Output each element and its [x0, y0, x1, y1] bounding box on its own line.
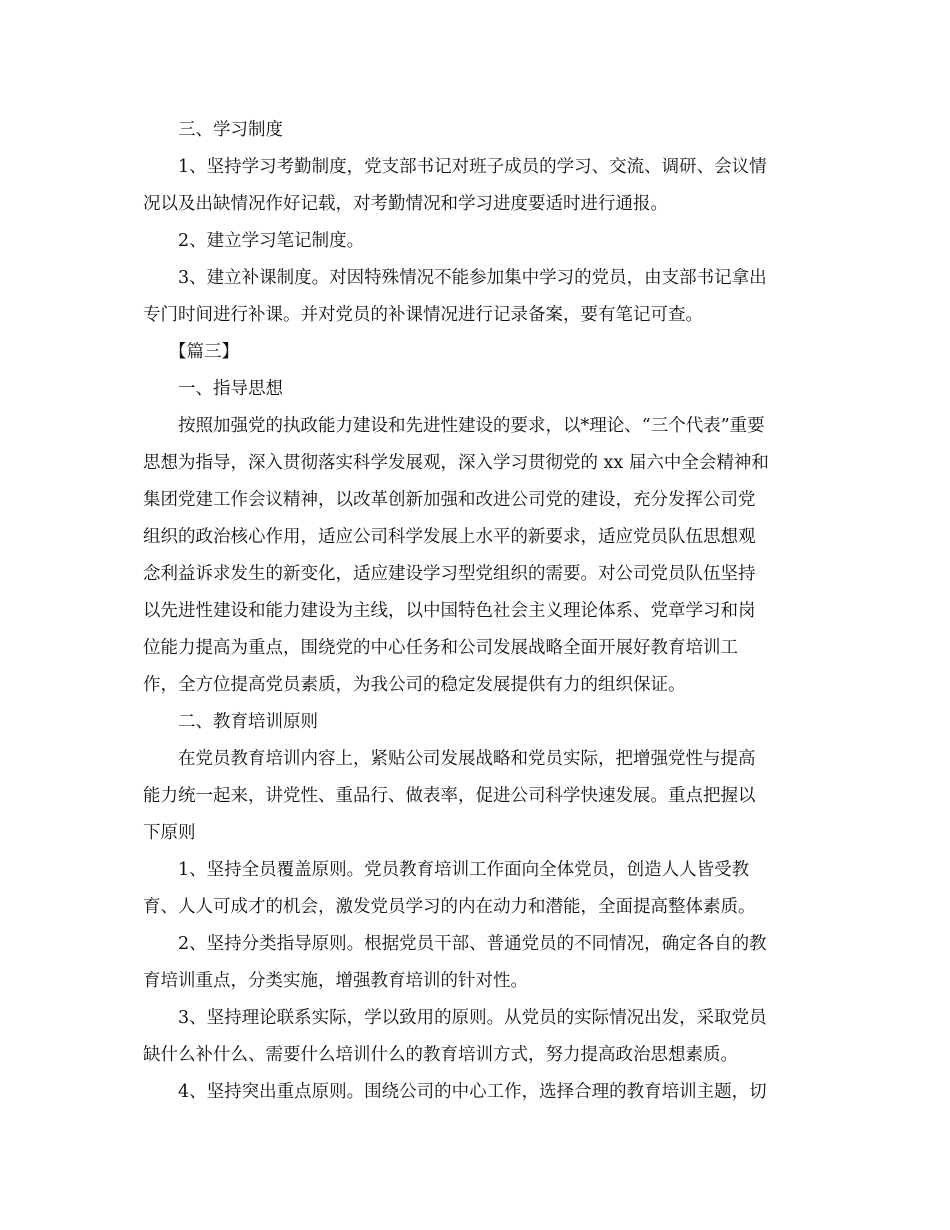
paragraph-line: 3、建立补课制度。对因特殊情况不能参加集中学习的党员，由支部书记拿出: [178, 268, 767, 288]
paragraph-line: 育、人人可成才的机会，激发党员学习的内在动力和潜能，全面提高整体素质。: [143, 897, 756, 917]
paragraph-line: 位能力提高为重点，围绕党的中心任务和公司发展战略全面开展好教育培训工: [143, 638, 738, 658]
paragraph-line: 缺什么补什么、需要什么培训什么的教育培训方式，努力提高政治思想素质。: [143, 1045, 738, 1065]
paragraph-line: 能力统一起来，讲党性、重品行、做表率，促进公司科学快速发展。重点把握以: [143, 786, 756, 806]
paragraph-line: 2、坚持分类指导原则。根据党员干部、普通党员的不同情况，确定各自的教: [178, 934, 767, 954]
paragraph-line: 集团党建工作会议精神，以改革创新加强和改进公司党的建设，充分发挥公司党: [143, 490, 756, 510]
paragraph-line: 在党员教育培训内容上，紧贴公司发展战略和党员实际，把增强党性与提高: [178, 749, 756, 769]
paragraph-line: 作，全方位提高党员素质，为我公司的稳定发展提供有力的组织保证。: [143, 675, 686, 695]
section-heading-guiding-ideology: 一、指导思想: [178, 379, 283, 399]
paragraph-line: 专门时间进行补课。并对党员的补课情况进行记录备案，要有笔记可查。: [143, 305, 703, 325]
paragraph-line: 3、坚持理论联系实际，学以致用的原则。从党员的实际情况出发，采取党员: [178, 1008, 767, 1028]
paragraph-line: 1、坚持全员覆盖原则。党员教育培训工作面向全体党员，创造人人皆受教: [178, 860, 750, 880]
paragraph-line: 4、坚持突出重点原则。围绕公司的中心工作，选择合理的教育培训主题，切: [178, 1082, 767, 1102]
document-body: [143, 112, 813, 1111]
paragraph-line: 2、建立学习笔记制度。: [178, 231, 365, 251]
paragraph-line: 按照加强党的执政能力建设和先进性建设的要求，以*理论、“三个代表”重要: [178, 416, 765, 436]
paragraph-line: 念利益诉求发生的新变化，适应建设学习型党组织的需要。对公司党员队伍坚持: [143, 564, 756, 584]
paragraph-line: 况以及出缺情况作好记载，对考勤情况和学习进度要适时进行通报。: [143, 194, 668, 214]
section-heading-training-principles: 二、教育培训原则: [178, 712, 318, 732]
paragraph-line: 1、坚持学习考勤制度，党支部书记对班子成员的学习、交流、调研、会议情: [178, 157, 767, 177]
chapter-heading-part-three: 【篇三】: [169, 342, 239, 362]
paragraph-line: 育培训重点，分类实施，增强教育培训的针对性。: [143, 971, 528, 991]
section-heading-study-system: 三、学习制度: [178, 120, 283, 140]
paragraph-line: 下原则: [143, 823, 196, 843]
paragraph-line: 组织的政治核心作用，适应公司科学发展上水平的新要求，适应党员队伍思想观: [143, 527, 756, 547]
paragraph-line: 以先进性建设和能力建设为主线，以中国特色社会主义理论体系、党章学习和岗: [143, 601, 756, 621]
paragraph-line: 思想为指导，深入贯彻落实科学发展观，深入学习贯彻党的 xx 届六中全会精神和: [143, 453, 769, 473]
